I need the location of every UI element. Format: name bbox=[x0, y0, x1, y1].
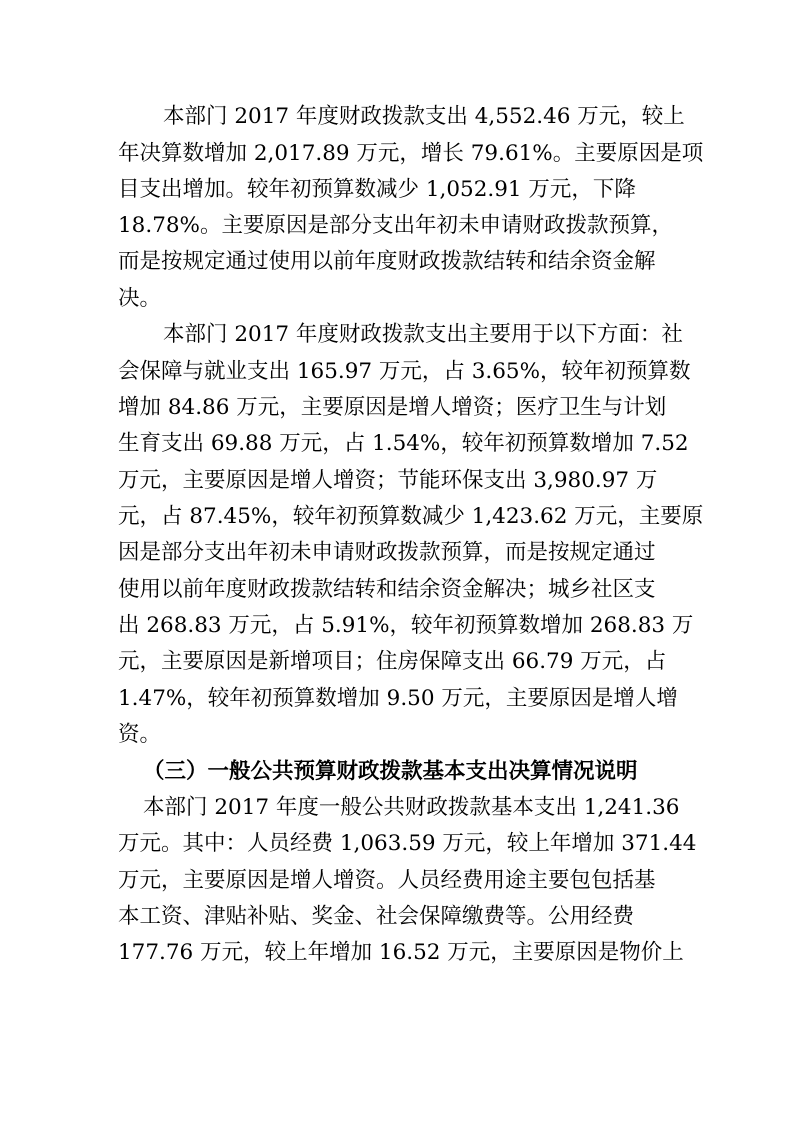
paragraph-2-line-8: 使用以前年度财政拨款结转和结余资金解决；城乡社区支 bbox=[118, 577, 656, 602]
paragraph-1-line-6: 决。 bbox=[118, 286, 162, 311]
paragraph-3-line-4: 本工资、津贴补贴、奖金、社会保障缴费等。公用经费 bbox=[118, 904, 635, 929]
paragraph-2-line-10: 元，主要原因是新增项目；住房保障支出 66.79 万元，占 bbox=[118, 649, 667, 674]
paragraph-3-line-3: 万元，主要原因是增人增资。人员经费用途主要包包括基 bbox=[118, 868, 656, 893]
paragraph-2-line-6: 元，占 87.45%，较年初预算数减少 1,423.62 万元，主要原 bbox=[118, 504, 704, 529]
paragraph-1-line-2: 年决算数增加 2,017.89 万元，增长 79.61%。主要原因是项 bbox=[118, 141, 704, 166]
paragraph-2-line-5: 万元，主要原因是增人增资；节能环保支出 3,980.97 万 bbox=[118, 468, 658, 493]
paragraph-1-line-4: 18.78%。主要原因是部分支出年初未申请财政拨款预算， bbox=[118, 213, 673, 238]
paragraph-2-line-9: 出 268.83 万元，占 5.91%，较年初预算数增加 268.83 万 bbox=[118, 613, 694, 638]
paragraph-2-line-7: 因是部分支出年初未申请财政拨款预算，而是按规定通过 bbox=[118, 540, 656, 565]
paragraph-1-line-1: 本部门 2017 年度财政拨款支出 4,552.46 万元，较上 bbox=[163, 104, 685, 129]
section-heading: （三）一般公共预算财政拨款基本支出决算情况说明 bbox=[143, 759, 638, 784]
paragraph-2-line-2: 会保障与就业支出 165.97 万元，占 3.65%，较年初预算数 bbox=[118, 359, 691, 384]
paragraph-2-line-1: 本部门 2017 年度财政拨款支出主要用于以下方面：社 bbox=[163, 322, 683, 347]
paragraph-2-line-3: 增加 84.86 万元，主要原因是增人增资；医疗卫生与计划 bbox=[118, 395, 667, 420]
paragraph-3-line-2: 万元。其中：人员经费 1,063.59 万元，较上年增加 371.44 bbox=[118, 831, 697, 856]
paragraph-2-line-12: 资。 bbox=[118, 722, 162, 747]
paragraph-1-line-5: 而是按规定通过使用以前年度财政拨款结转和结余资金解 bbox=[118, 249, 656, 274]
paragraph-1-line-3: 目支出增加。较年初预算数减少 1,052.91 万元，下降 bbox=[118, 177, 636, 202]
paragraph-3-line-5: 177.76 万元，较上年增加 16.52 万元，主要原因是物价上 bbox=[118, 940, 684, 965]
paragraph-2-line-11: 1.47%，较年初预算数增加 9.50 万元，主要原因是增人增 bbox=[118, 686, 678, 711]
paragraph-2-line-4: 生育支出 69.88 万元，占 1.54%，较年初预算数增加 7.52 bbox=[118, 431, 689, 456]
paragraph-3-line-1: 本部门 2017 年度一般公共财政拨款基本支出 1,241.36 bbox=[143, 795, 680, 820]
